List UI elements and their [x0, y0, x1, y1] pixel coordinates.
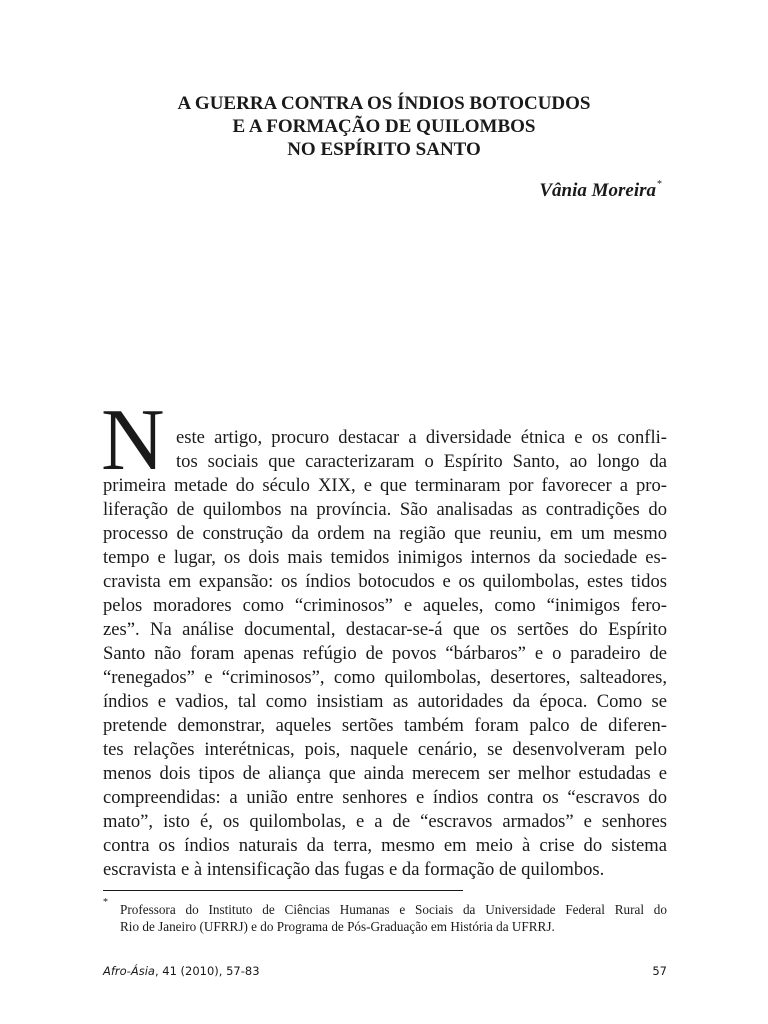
body-line: pelos moradores como “criminosos” e aqueles, como “inimigos fero- [103, 595, 667, 616]
body-line: mato”, isto é, os quilombolas, e a de “escravos armados” e senhores [103, 811, 667, 832]
body-line: este artigo, procuro destacar a diversidade étnica e os confli- [176, 427, 667, 448]
body-line: índios e vadios, tal como insistiam as autoridades da época. Como se [103, 691, 667, 712]
body-line: processo de construção da ordem na região que reuniu, em um mesmo [103, 523, 667, 544]
body-line: compreendidas: a união entre senhores e índios contra os “escravos do [103, 787, 667, 808]
body-line: tempo e lugar, os dois mais temidos inimigos internos da sociedade es- [103, 547, 667, 568]
title-line-1: A GUERRA CONTRA OS ÍNDIOS BOTOCUDOS [177, 93, 591, 114]
body-line: cravista em expansão: os índios botocudos e os quilombolas, estes tidos [103, 571, 667, 592]
author-name: Vânia Moreira [539, 180, 656, 201]
page-number: 57 [652, 964, 667, 978]
body-line: zes”. Na análise documental, destacar-se-á que os sertões do Espírito [103, 619, 667, 640]
body-line: “renegados” e “criminosos”, como quilombolas, desertores, salteadores, [103, 667, 667, 688]
body-line: primeira metade do século XIX, e que terminaram por favorecer a pro- [103, 475, 667, 496]
drop-cap: N [101, 392, 165, 489]
author-byline [539, 179, 662, 202]
title-line-2: E A FORMAÇÃO DE QUILOMBOS [232, 116, 536, 137]
citation-details: , 41 (2010), 57-83 [154, 964, 260, 978]
footnote-mark: * [103, 897, 108, 908]
body-line: tes relações interétnicas, pois, naquele cenário, se desenvolveram pelo [103, 739, 667, 760]
body-line: Santo não foram apenas refúgio de povos “bárbaros” e o paradeiro de [103, 643, 667, 664]
body-line: menos dois tipos de aliança que ainda merecem ser melhor estudadas e [103, 763, 667, 784]
author-footnote-mark: * [657, 179, 662, 190]
body-line: escravista e à intensificação das fugas e da formação de quilombos. [103, 859, 605, 880]
footnote-line-1: Professora do Instituto de Ciências Humanas e Sociais da Universidade Federal Rural do [120, 902, 667, 917]
body-line: liferação de quilombos na província. São analisadas as contradições do [103, 499, 667, 520]
title-line-3: NO ESPÍRITO SANTO [287, 139, 481, 160]
journal-citation [103, 964, 260, 978]
footnote-line-2: Rio de Janeiro (UFRRJ) e do Programa de Pós-Graduação em História da UFRRJ. [120, 919, 555, 934]
body-line: pretende demonstrar, aqueles sertões também foram palco de diferen- [103, 715, 667, 736]
footnote-divider [103, 890, 463, 891]
article-title [100, 92, 668, 161]
body-line: tos sociais que caracterizaram o Espírito Santo, ao longo da [176, 451, 667, 472]
body-line: contra os índios naturais da terra, mesmo em meio à crise do sistema [103, 835, 667, 856]
journal-name: Afro-Ásia [103, 964, 155, 978]
